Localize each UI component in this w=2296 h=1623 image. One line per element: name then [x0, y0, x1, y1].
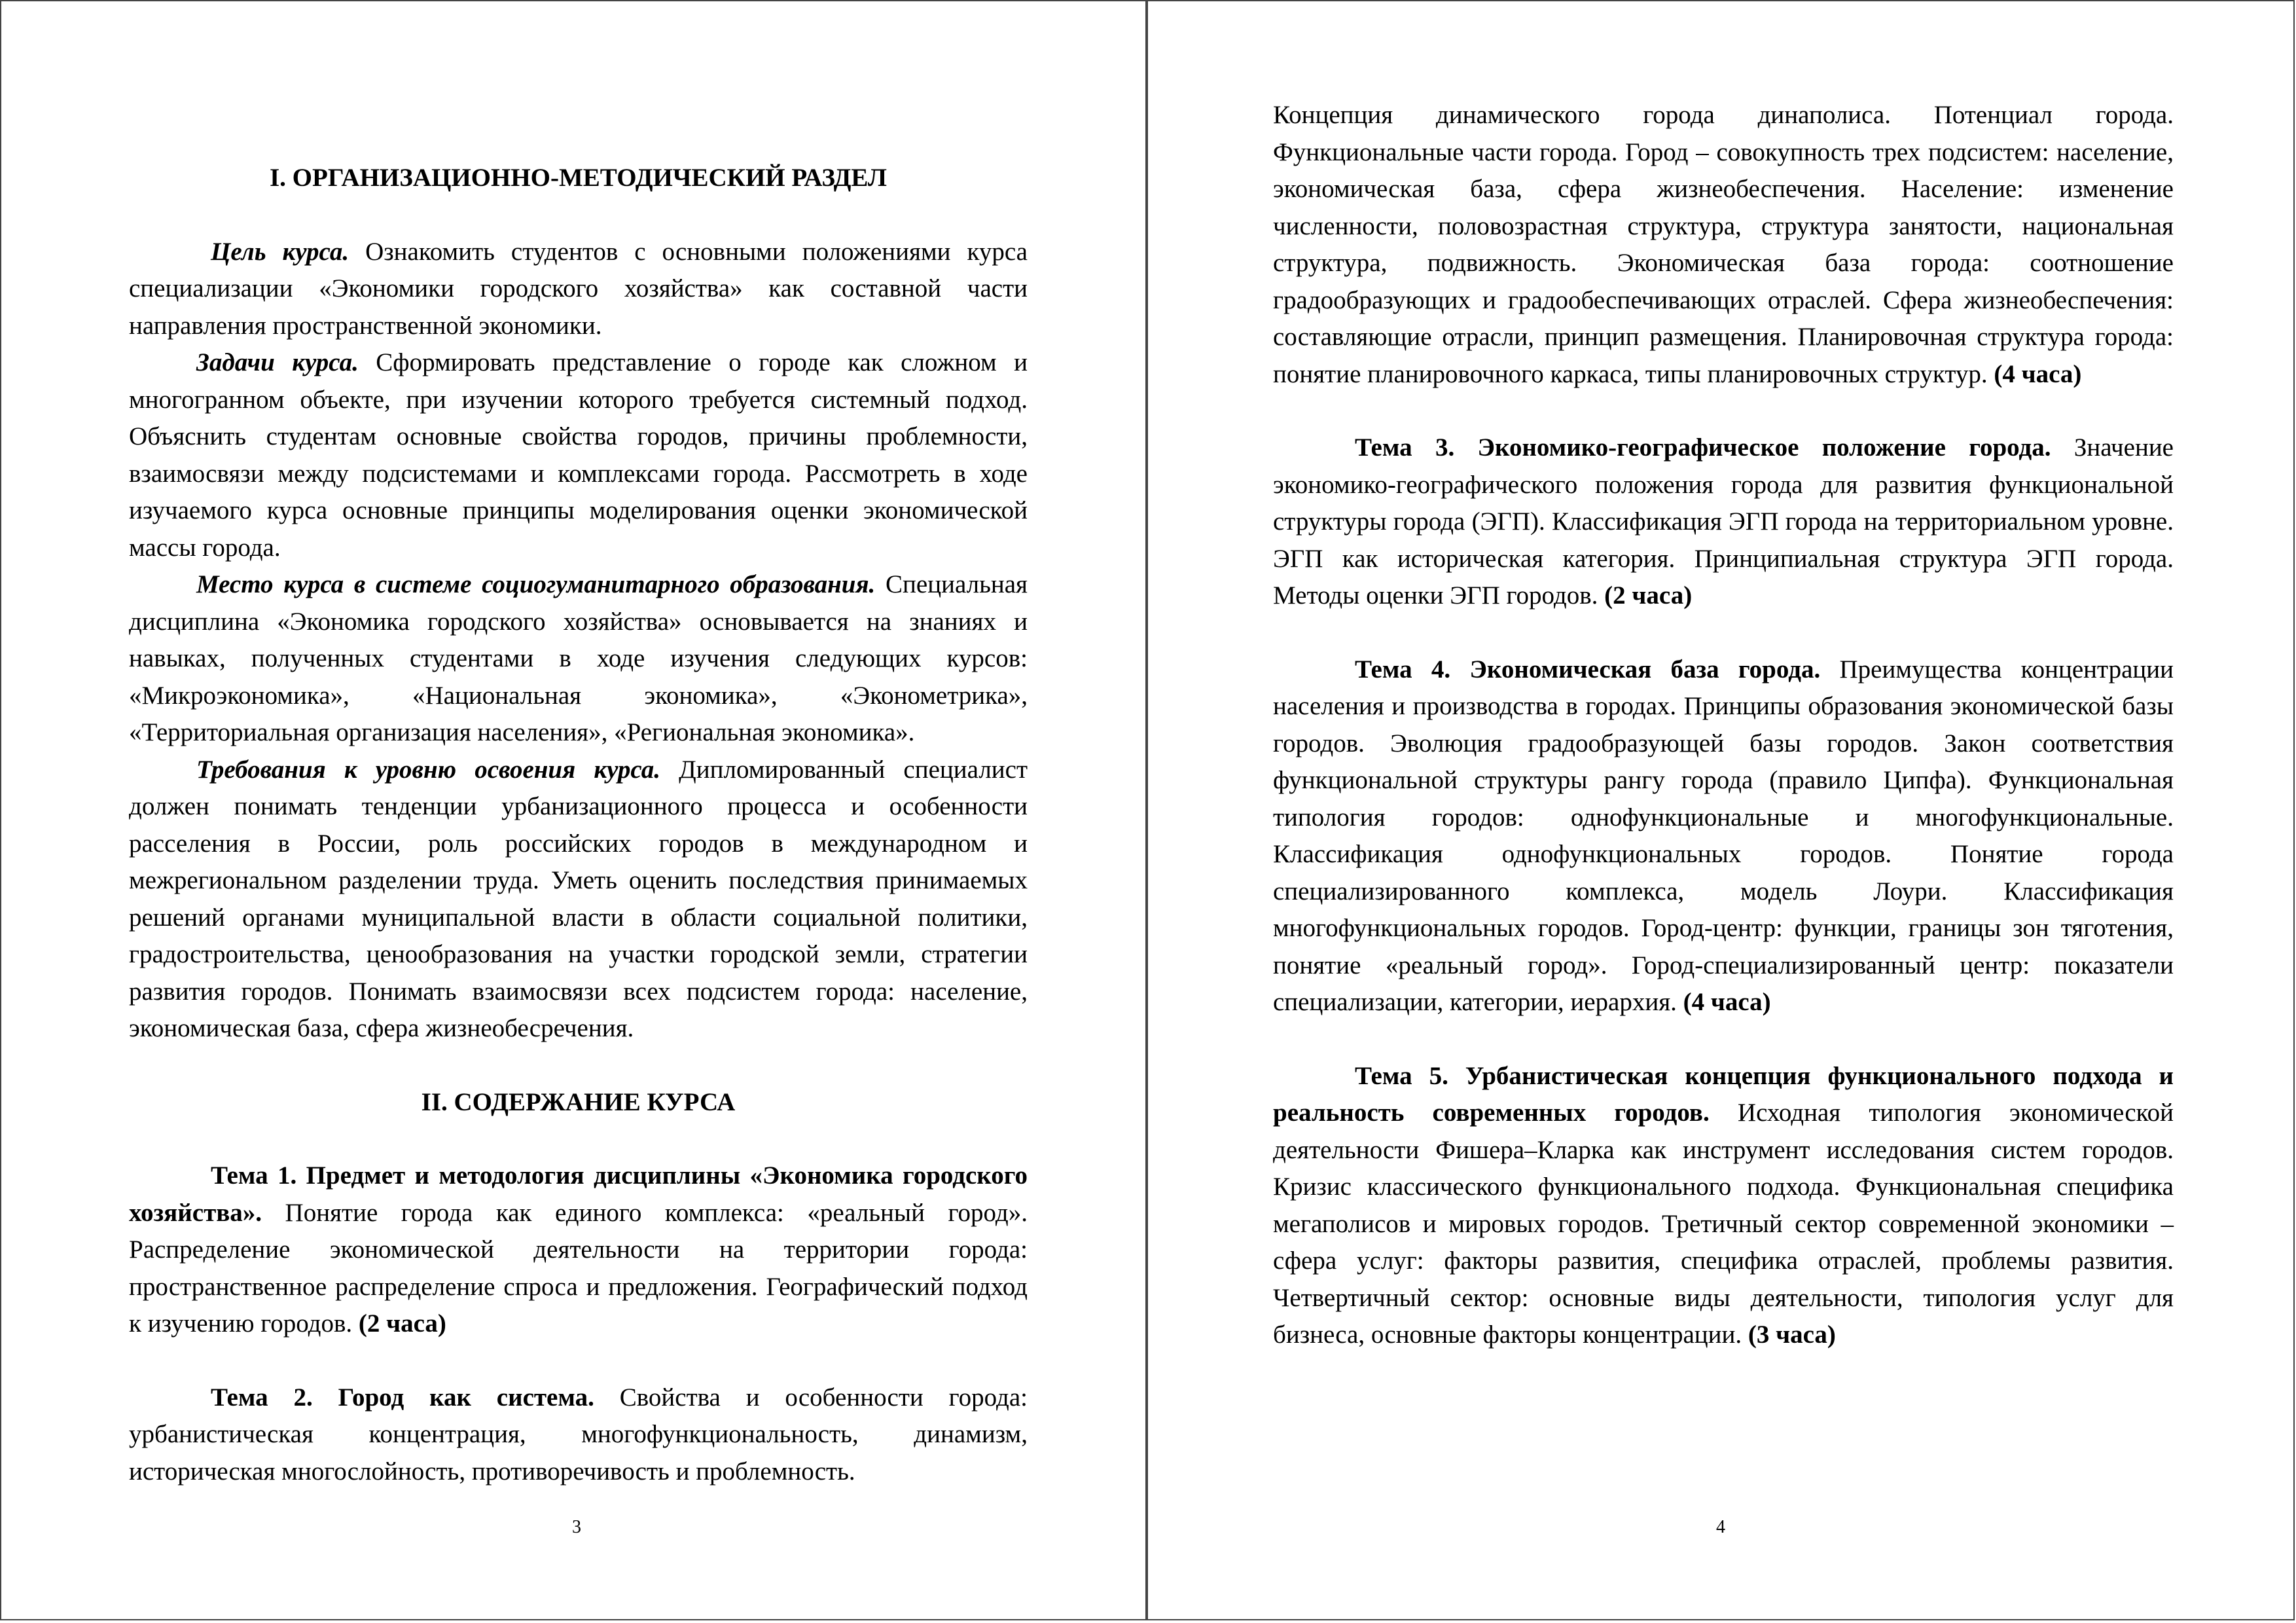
place-lead: Место курса в системе социогуманитарного образования. [196, 570, 876, 598]
topic-1-paragraph [129, 1158, 1028, 1343]
topic-3-lead: Тема 3. Экономико-географическое положение города. [1355, 433, 2051, 462]
topic-1-lead: Тема 1. Предмет и методология дисциплины «Экономика городского хозяйства». [129, 1161, 1028, 1227]
topic-5-paragraph [1273, 1058, 2174, 1354]
tasks-paragraph [129, 344, 1028, 566]
requirements-text: Дипломированный специалист должен понимать тенденции урбанизационного процесса и особенности расселения в России, роль российских городов в международном и межрегиональном разделении труда. Уметь оценить последствия принимаемых решений органами муниципальной власти в области социальной политики, градостроительства, ценообразования на участки городской земли, стратегии развития городов. Понимать взаимосвязи всех подсистем города: население, экономическая база, сфера жизнеобесречения. [129, 755, 1028, 1042]
right-page [1147, 0, 2295, 1620]
left-page-content [129, 160, 1028, 1490]
topic-5-lead: Тема 5. Урбанистическая концепция функционального подхода и реальность современных городов. [1273, 1061, 2174, 1127]
topic-2-text: Свойства и особенности города: урбанистическая концентрация, многофункциональность, динамизм, историческая многослойность, противоречивость и проблемность. [129, 1383, 1028, 1486]
topic-2-paragraph [129, 1379, 1028, 1491]
place-text: Специальная дисциплина «Экономика городского хозяйства» основывается на знаниях и навыках, полученных студентами в ходе изучения следующих курсов: «Микроэкономика», «Национальная экономика», «Эконометрика», «Территориальная организация населения», «Региональная экономика». [129, 570, 1028, 746]
topic-4-text: Преимущества концентрации населения и производства в городах. Принципы образования экономической базы городов. Эволюция градообразующей базы городов. Закон соответствия функциональной структуры рангу города (правило Ципфа). Функциональная типология городов: однофункциональные и многофункциональные. Классификация однофункциональных городов. Понятие города специализированного комплекса, модель Лоури. Классификация многофункциональных городов. Город-центр: функции, границы зон тяготения, понятие «реальный город». Город-специализированный центр: показатели специализации, категории, иерархия. [1273, 655, 2174, 1016]
topic-2-lead: Тема 2. Город как система. [211, 1383, 594, 1412]
tasks-lead: Задачи курса. [196, 348, 359, 376]
topic-2-continued-paragraph [1273, 97, 2174, 393]
topic-3-text: Значение экономико-географического положения города для развития функциональной структуры города (ЭГП). Классификация ЭГП города на территориальном уровне. ЭГП как историческая категория. Принципиальная структура ЭГП города. Методы оценки ЭГП городов. [1273, 433, 2174, 610]
section-1-title: I. ОРГАНИЗАЦИОННО-МЕТОДИЧЕСКИЙ РАЗДЕЛ [270, 164, 887, 192]
page-number-right: 4 [1716, 1517, 1725, 1537]
requirements-paragraph [129, 752, 1028, 1048]
topic-1-hours: (2 часа) [358, 1309, 446, 1338]
topic-5-text: Исходная типология экономической деятельности Фишера–Кларка как инструмент исследования систем городов. Кризис классического функционального подхода. Функциональная специфика мегаполисов и мировых городов. Третичный сектор современной экономики – сфера услуг: факторы развития, специфика отраслей, проблемы развития. Четвертичный сектор: основные виды деятельности, типология услуг для бизнеса, основные факторы концентрации. [1273, 1099, 2174, 1349]
topic-1-text: Понятие города как единого комплекса: «реальный город». Распределение экономической деятельности на территории города: пространственное распределение спроса и предложения. Географический подход к изучению городов. [129, 1198, 1028, 1338]
topic-4-hours: (4 часа) [1683, 988, 1771, 1016]
goal-lead: Цель курса. [211, 237, 350, 266]
topic-3-hours: (2 часа) [1604, 581, 1693, 610]
right-page-content [1273, 97, 2174, 1354]
tasks-text: Сформировать представление о городе как сложном и многогранном объекте, при изучении которого требуется системный подход. Объяснить студентам основные свойства городов, причины проблемности, взаимосвязи между подсистемами и комплексами города. Рассмотреть в ходе изучаемого курса основные принципы моделирования оценки экономической массы города. [129, 348, 1028, 562]
topic-2-hours: (4 часа) [1994, 359, 2082, 388]
page-number-left: 3 [572, 1517, 581, 1537]
topic-4-lead: Тема 4. Экономическая база города. [1355, 655, 1821, 684]
section-2-title: II. СОДЕРЖАНИЕ КУРСА [421, 1087, 736, 1116]
topic-5-hours: (3 часа) [1748, 1321, 1836, 1349]
place-paragraph [129, 566, 1028, 752]
topic-4-paragraph [1273, 651, 2174, 1021]
goal-text: Ознакомить студентов с основными положениями курса специализации «Экономики городского хозяйства» как составной части направления пространственной экономики. [129, 237, 1028, 340]
requirements-lead: Требования к уровню освоения курса. [196, 755, 660, 784]
topic-2-continued-text: Концепция динамического города динаполиса. Потенциал города. Функциональные части города. Город – совокупность трех подсистем: население, экономическая база, сфера жизнеобеспечения. Население: изменение численности, половозрастная структура, структура занятости, национальная структура, подвижность. Экономическая база города: соотношение градообразующих и градообеспечивающих отраслей. Сфера жизнеобеспечения: составляющие отрасли, принцип размещения. Планировочная структура города: понятие планировочного каркаса, типы планировочных структур. [1273, 101, 2174, 388]
goal-paragraph [129, 234, 1028, 345]
left-page [0, 0, 1147, 1620]
topic-3-paragraph [1273, 429, 2174, 615]
